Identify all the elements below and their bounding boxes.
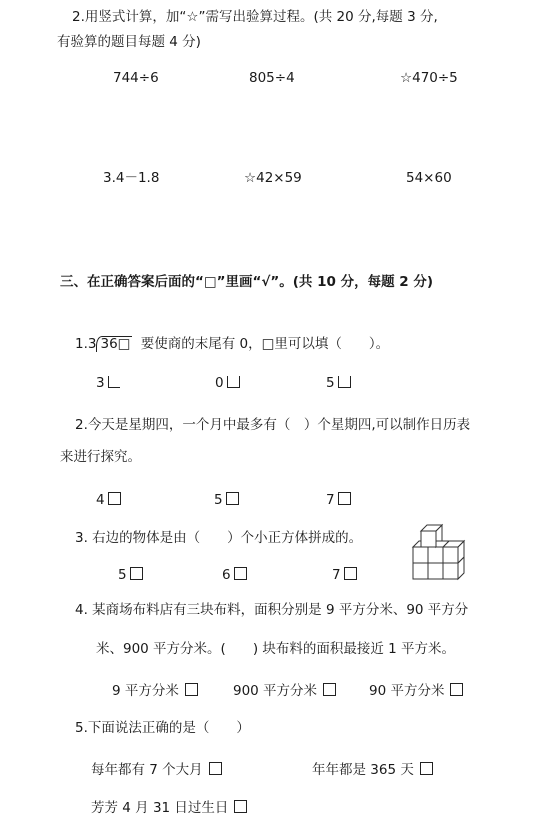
q4-option-a xyxy=(112,683,198,699)
calc-problem-4: 3.4－1.8 xyxy=(103,170,160,186)
q3-option-c xyxy=(332,567,357,583)
q1-divisor: 3 xyxy=(87,336,97,352)
q5-option-b-label: 年年都是 365 天 xyxy=(312,762,414,778)
q5-option-a-label: 每年都有 7 个大月 xyxy=(91,762,203,778)
q3-option-b-label: 6 xyxy=(222,567,231,583)
q5-stem: 5.下面说法正确的是（ ） xyxy=(75,720,250,736)
q1-option-a-label: 3 xyxy=(96,375,105,391)
q3-stem: 3. 右边的物体是由（ ）个小正方体拼成的。 xyxy=(75,530,363,546)
question-1 xyxy=(75,336,389,352)
q5-option-b xyxy=(312,762,433,778)
q2-option-c xyxy=(326,492,351,508)
q4-option-c-checkbox[interactable] xyxy=(450,683,463,696)
q4-option-c xyxy=(369,683,463,699)
q3-option-a-label: 5 xyxy=(118,567,127,583)
q3-option-b xyxy=(222,567,247,583)
q3-option-a-checkbox[interactable] xyxy=(130,567,143,580)
q1-long-division xyxy=(96,336,132,352)
q2-option-c-label: 7 xyxy=(326,492,335,508)
q4-option-c-label: 90 平方分米 xyxy=(369,683,445,699)
q4-stem-line2: 米、900 平方分米。( ) 块布料的面积最接近 1 平方米。 xyxy=(96,641,456,657)
q4-option-b-checkbox[interactable] xyxy=(323,683,336,696)
q5-option-c-label: 芳芳 4 月 31 日过生日 xyxy=(91,800,229,816)
calc-problem-2: 805÷4 xyxy=(249,70,295,86)
q1-dividend: 36□ xyxy=(100,336,131,352)
q1-number: 1. xyxy=(75,336,88,352)
q4-option-b-label: 900 平方分米 xyxy=(233,683,318,699)
section2-title-line2: 有验算的题目每题 4 分) xyxy=(57,34,201,50)
q2-option-b xyxy=(214,492,239,508)
q5-option-c-checkbox[interactable] xyxy=(234,800,247,813)
section3-title: 三、在正确答案后面的“□”里画“√”。(共 10 分，每题 2 分) xyxy=(60,274,434,290)
calc-problem-1: 744÷6 xyxy=(113,70,159,86)
q1-option-b xyxy=(215,376,240,391)
q2-option-a xyxy=(96,492,121,508)
q1-option-c xyxy=(326,376,351,391)
q1-option-c-label: 5 xyxy=(326,375,335,391)
q1-stem: 要使商的末尾有 0，□里可以填（ ）。 xyxy=(140,336,390,352)
q4-option-b xyxy=(233,683,336,699)
calc-problem-5: ☆42×59 xyxy=(244,170,302,186)
q4-option-a-label: 9 平方分米 xyxy=(112,683,179,699)
q1-option-a-checkbox[interactable] xyxy=(108,376,120,388)
q1-option-a xyxy=(96,376,120,391)
q3-option-b-checkbox[interactable] xyxy=(234,567,247,580)
q2-option-b-label: 5 xyxy=(214,492,223,508)
section2-title-line1: 2.用竖式计算，加“☆”需写出验算过程。(共 20 分,每题 3 分, xyxy=(72,9,438,25)
q5-option-c xyxy=(91,800,247,816)
q5-option-a-checkbox[interactable] xyxy=(209,762,222,775)
calc-problem-3: ☆470÷5 xyxy=(400,70,458,86)
q2-option-c-checkbox[interactable] xyxy=(338,492,351,505)
q3-option-c-label: 7 xyxy=(332,567,341,583)
q3-option-a xyxy=(118,567,143,583)
cube-stack-figure xyxy=(411,521,467,583)
q2-option-b-checkbox[interactable] xyxy=(226,492,239,505)
calc-problem-6: 54×60 xyxy=(406,170,452,186)
q1-option-c-checkbox[interactable] xyxy=(338,376,351,388)
q5-option-a xyxy=(91,762,222,778)
q2-stem-line2: 来进行探究。 xyxy=(60,449,141,465)
q4-stem-line1: 4. 某商场布料店有三块布料，面积分别是 9 平方分米、90 平方分 xyxy=(75,602,469,618)
q3-option-c-checkbox[interactable] xyxy=(344,567,357,580)
q1-option-b-checkbox[interactable] xyxy=(227,376,240,388)
q1-option-b-label: 0 xyxy=(215,375,224,391)
q5-option-b-checkbox[interactable] xyxy=(420,762,433,775)
q2-option-a-label: 4 xyxy=(96,492,105,508)
q2-option-a-checkbox[interactable] xyxy=(108,492,121,505)
q4-option-a-checkbox[interactable] xyxy=(185,683,198,696)
q2-stem-line1: 2.今天是星期四，一个月中最多有（ ）个星期四,可以制作日历表 xyxy=(75,417,471,433)
